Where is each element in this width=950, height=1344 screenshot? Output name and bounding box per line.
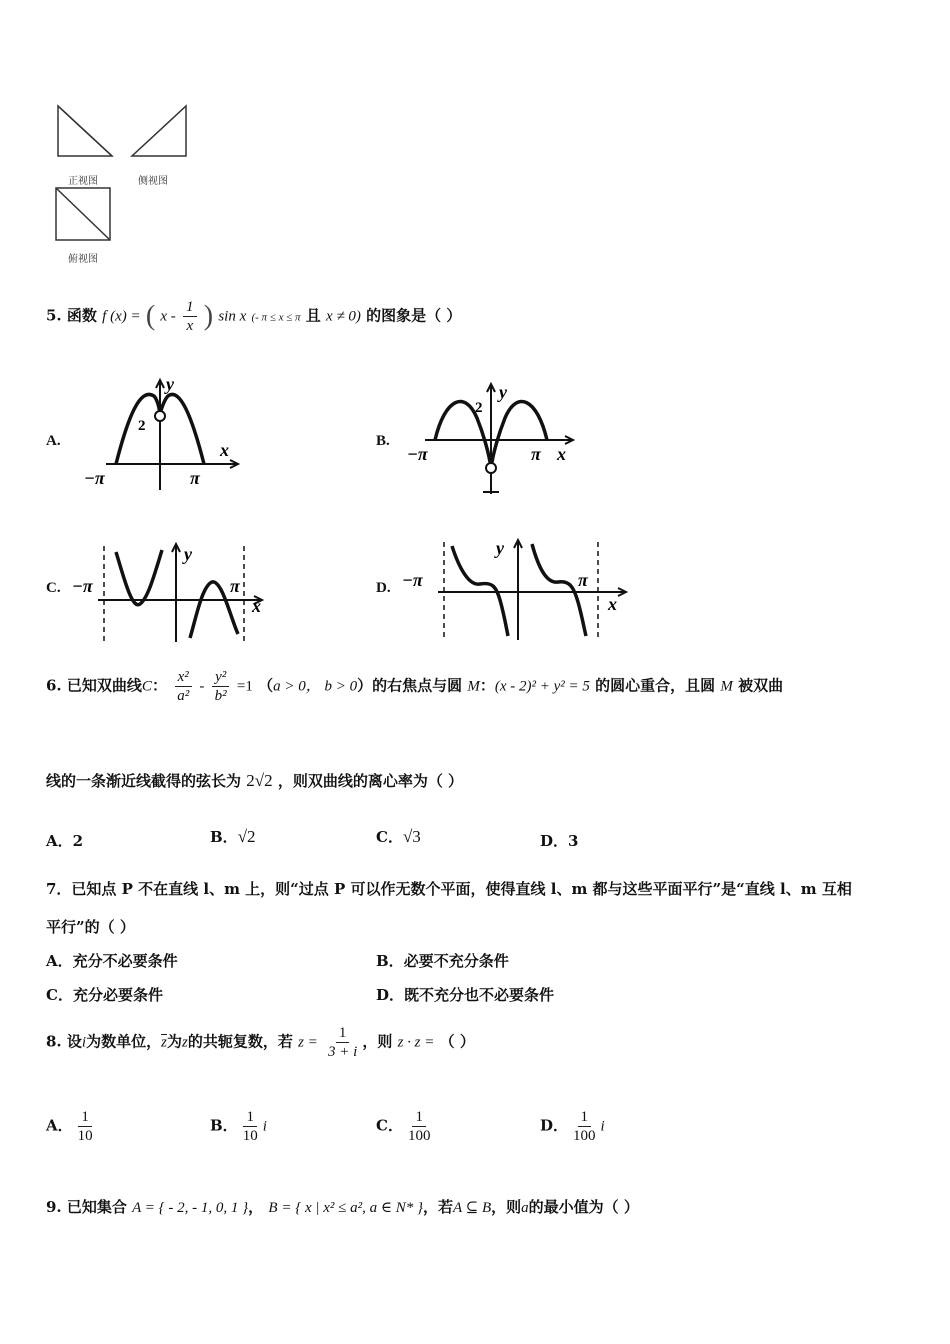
q5-option-a-graph <box>78 372 248 496</box>
q6-chord: 2√2 <box>246 771 273 790</box>
q6-option-d[interactable] <box>540 830 578 851</box>
top-view-caption: 俯视图 <box>68 254 98 265</box>
q8-z-eq: z = <box>298 1034 318 1051</box>
q5-option-c-label[interactable]: C. <box>46 580 61 596</box>
q5a-neg-pi: −π <box>84 468 105 488</box>
q6-mid: 的右焦点与圆 <box>372 676 463 695</box>
q8-text2: 为数单位， <box>86 1032 162 1051</box>
q7-option-c-label: C． <box>46 986 73 1004</box>
q5d-neg-pi: −π <box>402 570 423 590</box>
q5-lhs: f (x) = <box>102 308 141 325</box>
q7-option-d-label: D． <box>376 986 405 1004</box>
q6-frac1-den: a² <box>177 688 190 704</box>
q7-option-d[interactable] <box>376 984 554 1005</box>
q8-option-b[interactable] <box>210 1108 267 1145</box>
q5-domain: (- π ≤ x ≤ π <box>251 311 301 324</box>
q8-a-den: 10 <box>77 1128 93 1144</box>
q6-option-c-value: √3 <box>402 827 421 846</box>
q5b-y-label: y <box>499 382 507 402</box>
q7-option-b-label: B． <box>376 952 404 970</box>
q5-cond: x ≠ 0) <box>326 308 361 325</box>
q8-b-num: 1 <box>243 1108 257 1127</box>
q8-text6: （ ） <box>439 1032 475 1051</box>
q6-line2-suffix: ，则双曲线的离心率为（ ） <box>277 772 464 790</box>
q6-circle-2: M <box>720 678 733 695</box>
q6-eq1: =1 <box>236 678 253 695</box>
q5c-pi: π <box>230 576 240 596</box>
q6-option-a-value: 2 <box>72 832 84 850</box>
q9-set-a: A = { - 2, - 1, 0, 1 } <box>132 1200 249 1216</box>
q8-text1: 设 <box>66 1032 82 1051</box>
q8-text4: 的共轭复数，若 <box>187 1032 293 1051</box>
q8-text5: ，则 <box>362 1032 393 1051</box>
q5d-pi: π <box>578 570 588 590</box>
q5-option-d-label[interactable]: D. <box>376 580 391 596</box>
q6-option-c[interactable] <box>376 826 421 847</box>
q6-option-a-label: A． <box>46 832 73 850</box>
q8-b-suffix: i <box>262 1118 267 1135</box>
q8-c-num: 1 <box>412 1108 426 1127</box>
q9-suffix: 的最小值为（ ） <box>528 1198 639 1216</box>
q5a-pi: π <box>190 468 200 488</box>
q5a-two-label: 2 <box>138 418 146 434</box>
q6-curve: C <box>141 678 152 695</box>
q5b-x-label: x <box>557 444 566 464</box>
q8-option-d[interactable] <box>540 1108 605 1145</box>
question-7-line-2: 平行”的（ ） <box>46 918 135 936</box>
q7-option-b-text: 必要不充分条件 <box>403 952 509 970</box>
q6-tail: 的圆心重合，且圆 <box>595 676 716 695</box>
question-9-stem <box>46 1196 639 1217</box>
q5-tail: sin x <box>218 308 247 325</box>
q6-option-c-label: C． <box>376 828 403 846</box>
q7-option-c[interactable] <box>46 984 163 1005</box>
q5b-neg-pi: −π <box>407 444 428 464</box>
front-view-caption: 正视图 <box>68 176 98 187</box>
q6-option-b[interactable] <box>210 826 256 847</box>
q5-frac-num: 1 <box>183 298 197 317</box>
q6-line2-prefix: 线的一条渐近线截得的弦长为 <box>46 772 242 790</box>
q8-option-a-label: A． <box>46 1116 73 1135</box>
q6-option-b-value: √2 <box>237 827 256 846</box>
question-5-stem: 5. 函数 f (x) = ( x - $\frac{1}{x}$ ) sin x (- π ≤ x ≤ π 且 x ≠ 0) 的图象是（ ） <box>46 299 462 334</box>
q8-zbar: $\overline{z}$ <box>161 1034 167 1051</box>
q5c-x-label: x <box>252 596 261 616</box>
question-8-stem <box>46 1024 475 1061</box>
q8-option-a[interactable] <box>46 1108 98 1145</box>
three-views-figure <box>50 100 200 270</box>
q5-inner: x - <box>160 308 176 325</box>
top-view-diagonal <box>56 188 110 240</box>
q7-option-a-text: 充分不必要条件 <box>72 952 178 970</box>
q8-z-var: z <box>181 1034 188 1051</box>
q5d-x-label: x <box>608 594 617 614</box>
q8-product: z · z = <box>397 1034 435 1051</box>
q9-number: 9. <box>46 1198 62 1216</box>
q5-frac-den: x <box>186 318 194 334</box>
q9-set-b: B = { x | x² ≤ a², a ∈ N* } <box>268 1200 423 1216</box>
q8-d-den: 100 <box>573 1128 596 1144</box>
question-7-line-1: 7．已知点 P 不在直线 l、m 上，则“过点 P 可以作无数个平面，使得直线 l、m 都与这些平面平行”是“直线 l、m 互相 <box>46 880 852 898</box>
q9-tail: ，则 <box>491 1198 522 1216</box>
side-view-caption: 侧视图 <box>138 176 168 187</box>
q7-option-b[interactable] <box>376 950 509 971</box>
q6-prefix: 已知双曲线 <box>66 676 142 695</box>
q6-option-b-label: B． <box>210 828 238 846</box>
q6-option-a[interactable] <box>46 830 83 851</box>
q5-option-d-graph <box>400 536 630 642</box>
q7-option-a[interactable] <box>46 950 178 971</box>
q8-option-c[interactable] <box>376 1108 435 1145</box>
q6-circle-eq: (x - 2)² + y² = 5 <box>494 678 590 695</box>
q5-number: 5. <box>46 306 62 325</box>
q5a-y-label: y <box>166 374 174 394</box>
q8-i-var: i <box>81 1034 87 1051</box>
q6-frac1-num: x² <box>175 668 192 687</box>
q6-frac2-den: b² <box>214 688 227 704</box>
q8-frac-num: 1 <box>336 1024 350 1043</box>
q8-c-den: 100 <box>407 1128 431 1144</box>
side-view-triangle <box>132 106 186 156</box>
q5d-y-label: y <box>496 538 504 558</box>
q5a-x-label: x <box>220 440 229 460</box>
q8-option-b-label: B． <box>210 1116 238 1135</box>
q7-option-d-text: 既不充分也不必要条件 <box>404 986 555 1004</box>
q5b-pi: π <box>531 444 541 464</box>
q6-circle: M <box>467 678 480 695</box>
q9-rel: A ⊆ B <box>453 1200 492 1216</box>
q6-tail2: 被双曲 <box>738 676 784 695</box>
q5c-neg-pi: −π <box>72 576 93 596</box>
q5-option-b-graph <box>405 378 580 496</box>
q6-number: 6. <box>46 676 62 695</box>
q5-option-c-graph <box>72 538 272 646</box>
q9-prefix: 已知集合 <box>66 1198 127 1216</box>
q5-option-b-label[interactable]: B. <box>376 433 390 449</box>
q8-d-num: 1 <box>578 1108 592 1127</box>
q8-number: 8. <box>46 1032 62 1051</box>
q6-minus: - <box>199 678 205 695</box>
q8-d-suffix: i <box>600 1118 605 1135</box>
question-6-line-2 <box>46 770 463 791</box>
q6-option-d-label: D． <box>540 832 569 850</box>
q9-mid: ，若 <box>422 1198 453 1216</box>
q9-a-var: a <box>521 1200 529 1216</box>
q8-option-d-label: D． <box>540 1116 569 1135</box>
q5-prefix: 函数 <box>66 306 97 325</box>
q8-option-c-label: C． <box>376 1116 403 1135</box>
q5-option-a-label[interactable]: A. <box>46 433 61 449</box>
q6-frac2-num: y² <box>212 668 229 687</box>
q8-b-den: 10 <box>242 1128 258 1144</box>
q6-colon: ： <box>151 676 167 695</box>
q5b-two-label: 2 <box>475 400 483 416</box>
q5-and: 且 <box>305 306 321 325</box>
q8-a-num: 1 <box>78 1108 92 1127</box>
q8-text3: 为 <box>166 1032 182 1051</box>
q6-option-d-value: 3 <box>568 832 579 850</box>
q5c-y-label: y <box>184 544 192 564</box>
question-6-line-1: 6. 已知双曲线C： $\frac{\text{x²}}{\text{a²}}$ - $\frac{\text{y²}}{\text{b²}}$ =1 （a > 0， b > 0）的右焦点与圆 M：(x - 2)² + y² = 5 的圆心重合，且圆 M 被双曲 <box>46 669 784 704</box>
q7-option-c-text: 充分必要条件 <box>72 986 163 1004</box>
q9-comma: ， <box>248 1198 264 1216</box>
q8-frac-den: 3 + i <box>328 1044 358 1060</box>
q6-cond: a > 0， b > 0 <box>273 678 358 695</box>
q5-suffix: 的图象是（ ） <box>366 306 462 325</box>
q7-option-a-label: A． <box>46 952 73 970</box>
